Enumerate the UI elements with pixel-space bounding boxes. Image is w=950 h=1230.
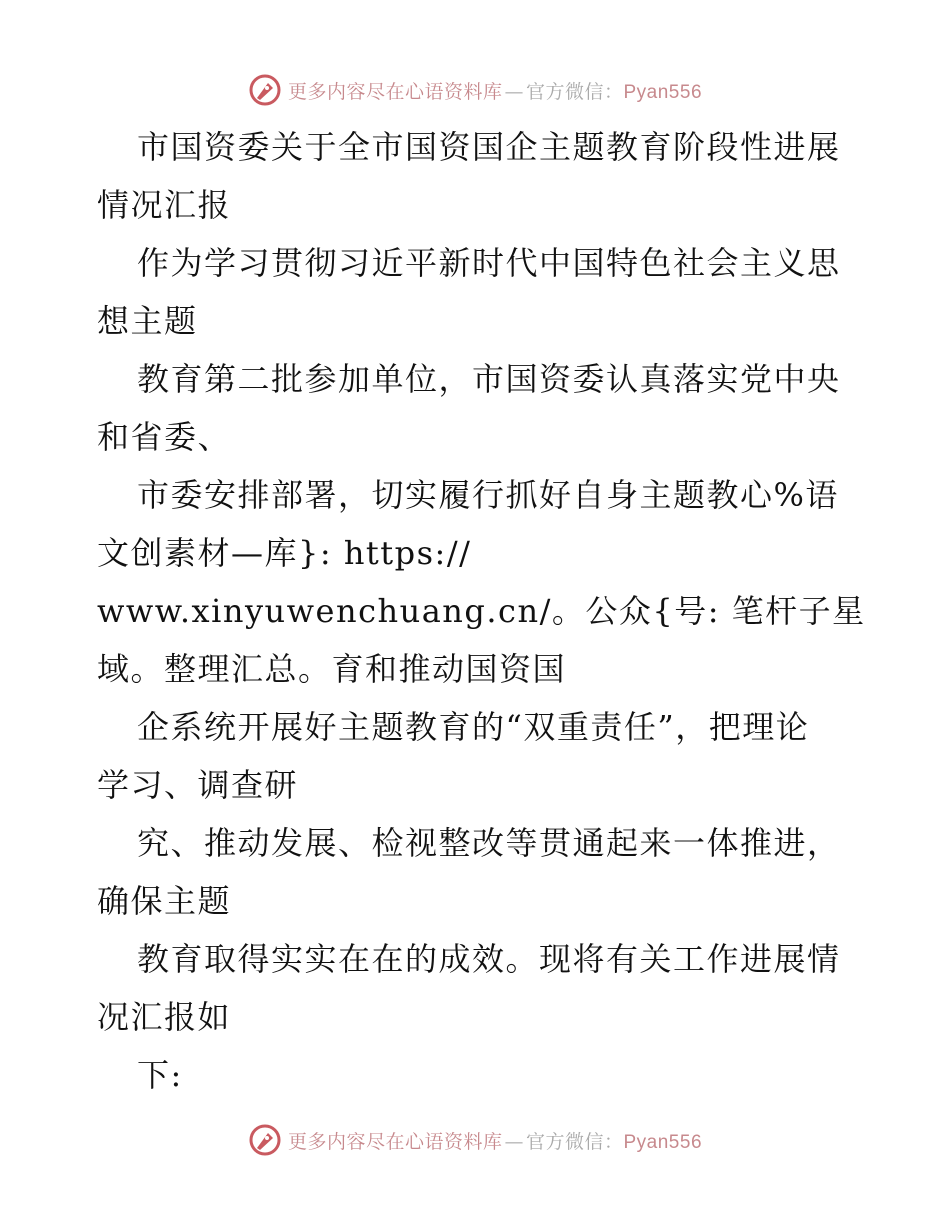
pen-nib-logo-icon <box>248 73 282 107</box>
text-line: 想主题 <box>97 302 198 340</box>
text-line: 教育取得实实在在的成效。现将有关工作进展情 <box>137 940 841 978</box>
text-line: 企系统开展好主题教育的“双重责任”，把理论 <box>137 708 810 746</box>
watermark-wechat-label: 官方微信： <box>525 80 624 103</box>
text-line: www.xinyuwenchuang.cn/。公众{号: 笔杆子星 <box>97 592 866 630</box>
text-line: 教育第二批参加单位，市国资委认真落实党中央 <box>137 360 841 398</box>
watermark-wechat-label: 官方微信： <box>525 1130 624 1153</box>
text-line: 作为学习贯彻习近平新时代中国特色社会主义思 <box>137 244 841 282</box>
text-line: 下: <box>137 1056 183 1094</box>
watermark-separator: — <box>504 80 524 103</box>
text-line: 学习、调查研 <box>97 766 299 804</box>
text-line: 市委安排部署，切实履行抓好自身主题教心%语 <box>137 476 839 514</box>
text-line: 域。整理汇总。育和推动国资国 <box>97 650 567 688</box>
title-line-2: 情况汇报 <box>97 186 232 224</box>
watermark-separator: — <box>504 1130 524 1153</box>
watermark-text <box>288 77 702 104</box>
text-line: 况汇报如 <box>97 998 232 1036</box>
title-line-1: 市国资委关于全市国资国企主题教育阶段性进展 <box>137 128 841 166</box>
watermark-footer <box>0 1120 950 1160</box>
watermark-wechat-id: Pyan556 <box>623 81 703 103</box>
watermark-text <box>288 1127 702 1154</box>
text-line: 确保主题 <box>97 882 232 920</box>
text-line: 和省委、 <box>97 418 232 456</box>
text-line: 究、推动发展、检视整改等贯通起来一体推进， <box>137 824 841 862</box>
document-body <box>97 118 866 1104</box>
text-line: 文创素材—库}: https:// <box>97 534 472 572</box>
watermark-main: 更多内容尽在心语资料库 <box>287 80 503 103</box>
watermark-main: 更多内容尽在心语资料库 <box>287 1130 503 1153</box>
pen-nib-logo-icon <box>248 1123 282 1157</box>
watermark-header <box>0 70 950 110</box>
watermark-wechat-id: Pyan556 <box>623 1131 703 1153</box>
